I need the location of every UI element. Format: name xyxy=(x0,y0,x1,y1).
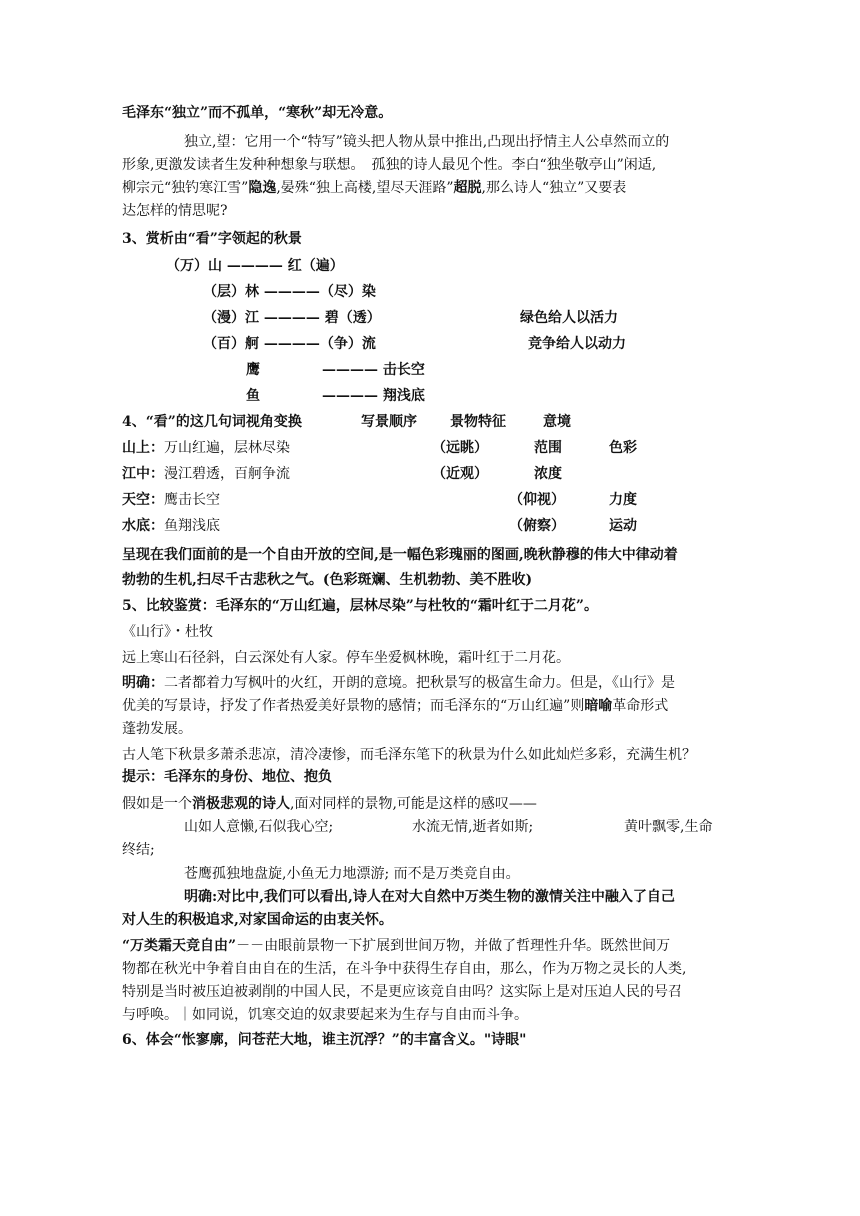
conclusion-line: 对人生的积极追求,对家国命运的由衷关怀。 xyxy=(122,912,393,928)
para-line xyxy=(122,155,656,175)
freedom-text: －－由眼前景物一下扩展到世间万物，并做了哲理性升华。既然世间万 xyxy=(236,938,671,954)
summary-line: 勃勃的生机,扫尽千古悲秋之气。(色彩斑斓、生机勃勃、美不胜收) xyxy=(122,572,533,588)
scene-row: ———— 击长空 xyxy=(322,362,425,378)
intro-heading: 毛泽东“独立”而不孤单，“寒秋”却无冷意。 xyxy=(122,105,393,121)
summary-line: 呈现在我们面前的是一个自由开放的空间,是一幅色彩瑰丽的图画,晚秋静穆的伟大中律动着 xyxy=(122,547,678,563)
bold-term: 超脱 xyxy=(453,180,482,196)
view-feature: 范围 xyxy=(534,440,562,456)
freedom-line: 与呼唤。｜如同说，饥寒交迫的奴隶要起来为生存与自由而斗争。 xyxy=(122,1007,528,1023)
bold-term: 隐逸 xyxy=(248,180,277,196)
contrast-line: 终结; xyxy=(122,842,155,858)
poem-text: 远上寒山石径斜，白云深处有人家。停车坐爱枫林晚，霜叶红于二月花。 xyxy=(122,650,570,666)
scene-note: 绿色给人以活力 xyxy=(520,310,618,326)
view-order: （仰视） xyxy=(509,492,565,508)
contrast-line: 苍鹰孤独地盘旋,小鱼无力地漂游; 而不是万类竞自由。 xyxy=(184,866,520,882)
para-text: 柳宗元“独钓寒江雪” xyxy=(122,180,249,196)
scene-row: 鱼 xyxy=(246,388,260,404)
view-feature: 浓度 xyxy=(534,466,562,482)
bold-term: “万类霜天竞自由” xyxy=(122,938,237,954)
view-order: （远眺） xyxy=(432,440,488,456)
section-5-heading: 5、比较鉴赏：毛泽东的“万山红遍，层林尽染”与杜牧的“霜叶红于二月花”。 xyxy=(122,598,598,614)
para-text: ,晏殊“独上高楼,望尽天涯路” xyxy=(276,180,454,196)
view-label: 江中： xyxy=(122,466,164,482)
bold-term: 消极悲观的诗人 xyxy=(192,796,290,812)
view-row xyxy=(122,516,220,536)
contrast-text: ,面对同样的景物,可能是这样的感叹—— xyxy=(290,796,537,812)
view-order: （近观） xyxy=(432,466,488,482)
view-text: 漫江碧透，百舸争流 xyxy=(164,466,290,482)
view-text: 万山红遍，层林尽染 xyxy=(164,440,290,456)
scene-row: 鹰 xyxy=(246,362,260,378)
para-line: 独立,望：它用一个“特写”镜头把人物从景中推出,凸现出抒情主人公卓然而立的 xyxy=(184,134,670,150)
poem-title: 《山行》・杜牧 xyxy=(122,624,213,640)
scene-row: （百）舸 ————（争）流 xyxy=(203,336,376,352)
bold-term: 暗喻 xyxy=(584,698,613,714)
view-row xyxy=(122,438,290,458)
view-text: 鹰击长空 xyxy=(164,492,220,508)
explanation-line: 蓬勃发展。 xyxy=(122,721,192,737)
scene-row: （漫）江 ———— 碧（透） xyxy=(203,310,381,326)
explanation-text: 优美的写景诗，抒发了作者热爱美好景物的感情；而毛泽东的“万山红遍”则 xyxy=(122,698,585,714)
explanation-text: 二者都着力写枫叶的火红，开朗的意境。把秋景写的极富生命力。但是，《山行》是 xyxy=(164,675,675,691)
view-text: 鱼翔浅底 xyxy=(164,518,220,534)
contrast-line: 山如人意懒,石似我心空; xyxy=(184,819,334,835)
column-header: 景物特征 xyxy=(450,414,506,430)
para-text: ,那么诗人“独立”又要表 xyxy=(481,180,627,196)
contrast-line: 黄叶飘零,生命 xyxy=(624,819,713,835)
column-header: 意境 xyxy=(543,414,571,430)
view-feature: 运动 xyxy=(609,518,637,534)
view-row xyxy=(122,490,220,510)
para-text: 形象,更激发读者生发种种想象与联想。 孤独的诗人最见个性。李白“独坐敬亭山”闲适, xyxy=(122,157,657,173)
view-label: 天空： xyxy=(122,492,164,508)
column-header: 写景顺序 xyxy=(361,414,417,430)
explanation-label: 明确： xyxy=(122,675,164,691)
explanation-line xyxy=(122,673,675,693)
conclusion-line: 明确:对比中,我们可以看出,诗人在对大自然中万类生物的激情关注中融入了自己 xyxy=(184,889,675,905)
view-order: （俯察） xyxy=(509,518,565,534)
scene-row: （层）林 ————（尽）染 xyxy=(203,284,376,300)
para-line: 达怎样的情思呢? xyxy=(122,203,228,219)
section-3-heading: 3、赏析由“看”字领起的秋景 xyxy=(122,231,302,247)
question-line: 古人笔下秋景多萧杀悲凉，清冷凄惨，而毛泽东笔下的秋景为什么如此灿烂多彩，充满生机？ xyxy=(122,747,696,763)
view-label: 水底： xyxy=(122,518,164,534)
contrast-line: 水流无情,逝者如斯; xyxy=(412,819,534,835)
contrast-line xyxy=(122,794,537,814)
freedom-line: 特别是当时被压迫被剥削的中国人民，不是更应该竞自由吗？这实际上是对压迫人民的号召 xyxy=(122,984,682,1000)
view-feature: 力度 xyxy=(609,492,637,508)
scene-row: ———— 翔浅底 xyxy=(322,388,425,404)
contrast-text: 假如是一个 xyxy=(122,796,192,812)
section-4-heading: 4、“看”的这几句词视角变换 xyxy=(122,414,302,430)
hint-line: 提示：毛泽东的身份、地位、抱负 xyxy=(122,769,332,785)
freedom-line xyxy=(122,936,670,956)
section-6-heading: 6、体会“怅寥廓，问苍茫大地，谁主沉浮？”的丰富含义。"诗眼" xyxy=(122,1032,527,1048)
explanation-text: 革命形式 xyxy=(612,698,669,714)
view-label: 山上： xyxy=(122,440,164,456)
view-mood: 色彩 xyxy=(609,440,637,456)
freedom-line: 物都在秋光中争着自由自在的生活，在斗争中获得生存自由，那么，作为万物之灵长的人类, xyxy=(122,961,687,977)
view-row xyxy=(122,464,290,484)
explanation-line xyxy=(122,696,668,716)
scene-note: 竞争给人以动力 xyxy=(528,336,626,352)
scene-row: （万）山 ———— 红（遍） xyxy=(166,258,344,274)
para-line xyxy=(122,178,626,198)
